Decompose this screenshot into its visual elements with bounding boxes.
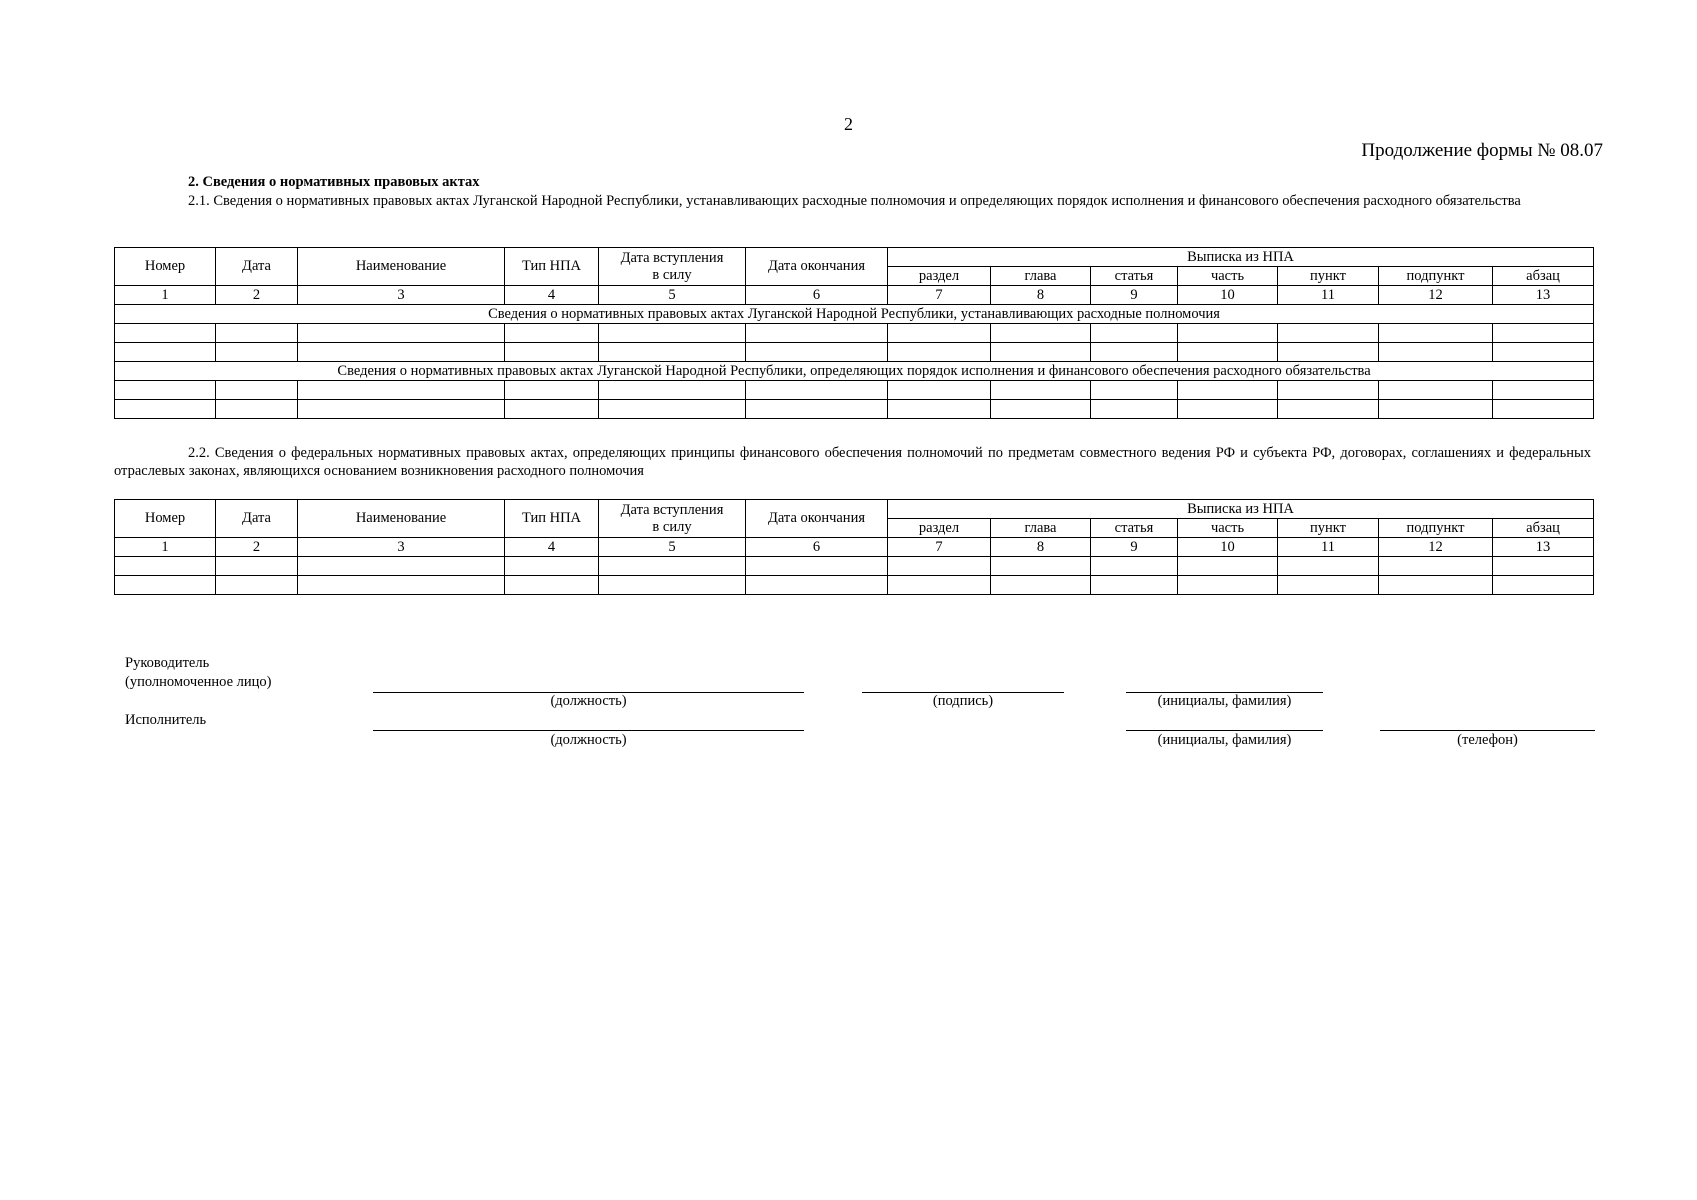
table-cell[interactable]: [888, 343, 991, 362]
col-num: 6: [746, 538, 888, 557]
header-name: Наименование: [298, 248, 505, 286]
table-cell[interactable]: [599, 576, 746, 595]
table-row: [115, 324, 1594, 343]
col-num: 13: [1493, 538, 1594, 557]
header-npa-type: Тип НПА: [505, 248, 599, 286]
col-num: 1: [115, 286, 216, 305]
table-cell[interactable]: [1091, 343, 1178, 362]
header-effective-date: Дата вступления в силу: [599, 248, 746, 286]
table-cell[interactable]: [746, 324, 888, 343]
col-num: 8: [991, 286, 1091, 305]
table-cell[interactable]: [888, 400, 991, 419]
table-row: [115, 400, 1594, 419]
table-row: [115, 343, 1594, 362]
col-num: 9: [1091, 538, 1178, 557]
table-cell[interactable]: [1278, 576, 1379, 595]
table-cell[interactable]: [216, 576, 298, 595]
table-cell[interactable]: [746, 400, 888, 419]
section-title: 2. Сведения о нормативных правовых актах: [188, 174, 480, 190]
col-num: 13: [1493, 286, 1594, 305]
table-cell[interactable]: [599, 400, 746, 419]
table-cell[interactable]: [1379, 381, 1493, 400]
table-cell[interactable]: [115, 381, 216, 400]
executor-phone-caption: (телефон): [1457, 732, 1518, 748]
table-cell[interactable]: [216, 381, 298, 400]
table-cell[interactable]: [115, 557, 216, 576]
header-abzac: абзац: [1493, 267, 1594, 286]
executor-position-caption: (должность): [550, 732, 627, 748]
header-razdel: раздел: [888, 267, 991, 286]
header-podpunkt: подпункт: [1379, 519, 1493, 538]
header-effective-date: Дата вступления в силу: [599, 500, 746, 538]
header-abzac: абзац: [1493, 519, 1594, 538]
table-cell[interactable]: [298, 324, 505, 343]
table-cell[interactable]: [991, 576, 1091, 595]
table-cell[interactable]: [505, 400, 599, 419]
table-cell[interactable]: [888, 381, 991, 400]
table-cell[interactable]: [1091, 324, 1178, 343]
col-num: 1: [115, 538, 216, 557]
page-number: 2: [844, 114, 853, 134]
table-cell[interactable]: [505, 557, 599, 576]
head-name-caption: (инициалы, фамилия): [1157, 693, 1292, 709]
table-cell[interactable]: [599, 343, 746, 362]
col-num: 4: [505, 538, 599, 557]
head-position-caption: (должность): [550, 693, 627, 709]
executor-phone-line[interactable]: [1380, 730, 1595, 731]
header-chast: часть: [1178, 519, 1278, 538]
column-numbers-row: [115, 286, 1594, 305]
table-cell[interactable]: [298, 381, 505, 400]
header-number: Номер: [115, 500, 216, 538]
table-cell[interactable]: [505, 576, 599, 595]
header-npa-extract: Выписка из НПА: [888, 500, 1594, 519]
table-cell[interactable]: [298, 557, 505, 576]
paragraph-2-2: 2.2. Сведения о федеральных нормативных правовых актах, определяющих принципы финансового обеспечения полномочий по предметам совместного ведения РФ и субъекта РФ, договорах, соглашениях и федеральных отраслевых законах, являющихся основанием возникновения расходного полномочия: [114, 445, 1591, 479]
table-cell[interactable]: [1278, 324, 1379, 343]
table-cell[interactable]: [505, 343, 599, 362]
table-cell[interactable]: [599, 324, 746, 343]
table-cell[interactable]: [1379, 343, 1493, 362]
table-cell[interactable]: [1091, 576, 1178, 595]
table-cell[interactable]: [1278, 557, 1379, 576]
col-num: 12: [1379, 538, 1493, 557]
header-name: Наименование: [298, 500, 505, 538]
table-row: [115, 381, 1594, 400]
table-cell[interactable]: [1178, 576, 1278, 595]
header-podpunkt: подпункт: [1379, 267, 1493, 286]
table-cell[interactable]: [216, 557, 298, 576]
table-cell[interactable]: [298, 400, 505, 419]
table-cell[interactable]: [298, 576, 505, 595]
table-cell[interactable]: [888, 557, 991, 576]
executor-name-line[interactable]: [1126, 730, 1323, 731]
table-cell[interactable]: [991, 381, 1091, 400]
col-num: 5: [599, 286, 746, 305]
table-cell[interactable]: [1178, 343, 1278, 362]
header-statya: статья: [1091, 519, 1178, 538]
table-cell[interactable]: [1493, 400, 1594, 419]
header-end-date: Дата окончания: [746, 500, 888, 538]
paragraph-2-1: 2.1. Сведения о нормативных правовых актах Луганской Народной Республики, устанавливающих расходные полномочия и определяющих порядок исполнения и финансового обеспечения расходного обязательства: [188, 193, 1521, 209]
col-num: 4: [505, 286, 599, 305]
header-chast: часть: [1178, 267, 1278, 286]
table-cell[interactable]: [115, 324, 216, 343]
table-cell[interactable]: [1178, 557, 1278, 576]
table-cell[interactable]: [1493, 324, 1594, 343]
table-row: [115, 576, 1594, 595]
table-cell[interactable]: [216, 400, 298, 419]
section-row-establishing: Сведения о нормативных правовых актах Луганской Народной Республики, устанавливающих расходные полномочия: [115, 305, 1594, 324]
col-num: 7: [888, 538, 991, 557]
table-cell[interactable]: [216, 324, 298, 343]
executor-position-line[interactable]: [373, 730, 804, 731]
table-cell[interactable]: [599, 381, 746, 400]
table-cell[interactable]: [1379, 324, 1493, 343]
executor-name-caption: (инициалы, фамилия): [1157, 732, 1292, 748]
table-cell[interactable]: [599, 557, 746, 576]
header-glava: глава: [991, 267, 1091, 286]
table-cell[interactable]: [1493, 576, 1594, 595]
col-num: 2: [216, 286, 298, 305]
table-cell[interactable]: [1493, 381, 1594, 400]
header-statya: статья: [1091, 267, 1178, 286]
signature-executor-label: Исполнитель: [125, 712, 207, 728]
col-num: 11: [1278, 286, 1379, 305]
col-num: 8: [991, 538, 1091, 557]
table-cell[interactable]: [746, 343, 888, 362]
header-number: Номер: [115, 248, 216, 286]
table-cell[interactable]: [1278, 400, 1379, 419]
header-npa-extract: Выписка из НПА: [888, 248, 1594, 267]
col-num: 6: [746, 286, 888, 305]
table-cell[interactable]: [746, 576, 888, 595]
table-row: [115, 557, 1594, 576]
table-cell[interactable]: [505, 324, 599, 343]
table-cell[interactable]: [1278, 343, 1379, 362]
col-num: 9: [1091, 286, 1178, 305]
table-cell[interactable]: [746, 381, 888, 400]
col-num: 10: [1178, 286, 1278, 305]
header-end-date: Дата окончания: [746, 248, 888, 286]
form-continuation-note: Продолжение формы № 08.07: [1361, 140, 1603, 161]
col-num: 3: [298, 538, 505, 557]
npa-table-federal: [114, 499, 1594, 595]
header-razdel: раздел: [888, 519, 991, 538]
head-signature-caption: (подпись): [932, 693, 994, 709]
table-cell[interactable]: [298, 343, 505, 362]
col-num: 10: [1178, 538, 1278, 557]
table-cell[interactable]: [991, 324, 1091, 343]
section-row-procedure: Сведения о нормативных правовых актах Луганской Народной Республики, определяющих порядок исполнения и финансового обеспечения расходного обязательства: [115, 362, 1594, 381]
table-cell[interactable]: [1379, 576, 1493, 595]
table-cell[interactable]: [991, 400, 1091, 419]
header-date: Дата: [216, 248, 298, 286]
table-cell[interactable]: [1278, 381, 1379, 400]
column-numbers-row: [115, 538, 1594, 557]
table-cell[interactable]: [1091, 400, 1178, 419]
table-cell[interactable]: [1493, 557, 1594, 576]
table-cell[interactable]: [1178, 381, 1278, 400]
col-num: 7: [888, 286, 991, 305]
table-cell[interactable]: [1091, 557, 1178, 576]
table-cell[interactable]: [991, 557, 1091, 576]
col-num: 3: [298, 286, 505, 305]
header-punkt: пункт: [1278, 519, 1379, 538]
table-cell[interactable]: [1379, 557, 1493, 576]
table-cell[interactable]: [888, 324, 991, 343]
table-cell[interactable]: [1178, 324, 1278, 343]
table-cell[interactable]: [1379, 400, 1493, 419]
table-cell[interactable]: [115, 343, 216, 362]
table-cell[interactable]: [991, 343, 1091, 362]
col-num: 2: [216, 538, 298, 557]
table-cell[interactable]: [1493, 343, 1594, 362]
npa-table-regional: [114, 247, 1594, 419]
table-cell[interactable]: [505, 381, 599, 400]
col-num: 12: [1379, 286, 1493, 305]
header-punkt: пункт: [1278, 267, 1379, 286]
table-cell[interactable]: [746, 557, 888, 576]
header-npa-type: Тип НПА: [505, 500, 599, 538]
table-cell[interactable]: [1178, 400, 1278, 419]
col-num: 11: [1278, 538, 1379, 557]
table-cell[interactable]: [1091, 381, 1178, 400]
table-cell[interactable]: [888, 576, 991, 595]
header-glava: глава: [991, 519, 1091, 538]
table-cell[interactable]: [115, 576, 216, 595]
col-num: 5: [599, 538, 746, 557]
table-cell[interactable]: [115, 400, 216, 419]
table-cell[interactable]: [216, 343, 298, 362]
header-date: Дата: [216, 500, 298, 538]
signature-head-label: Руководитель (уполномоченное лицо): [125, 655, 272, 690]
